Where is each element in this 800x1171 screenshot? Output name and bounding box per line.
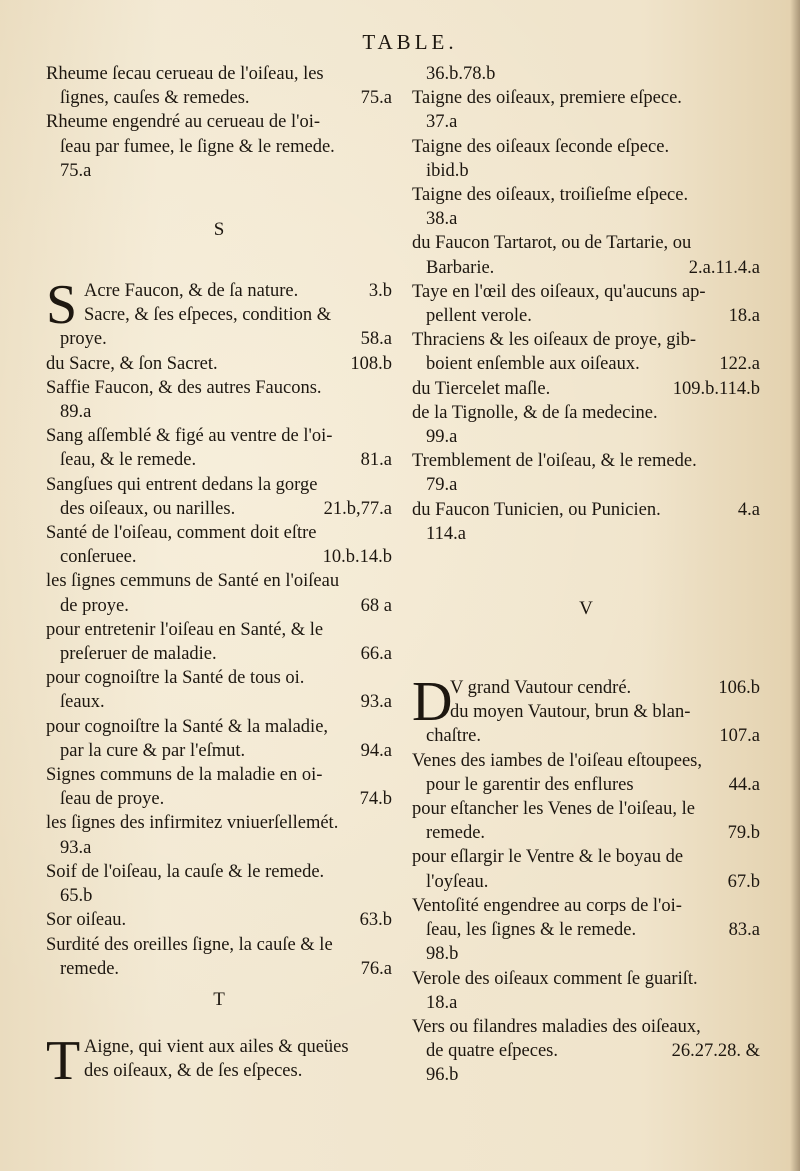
section-spacer (46, 1011, 392, 1035)
index-entry-dropcap (46, 274, 392, 352)
entry-line (46, 787, 392, 811)
entry-line (412, 401, 760, 425)
index-entry (412, 280, 760, 328)
entry-text: Rheume ſecau cerueau de l'oiſeau, les (46, 64, 324, 84)
entry-line (412, 110, 760, 134)
index-entry (412, 62, 760, 86)
entry-text: remede. (426, 823, 486, 844)
entry-text: 114.a (426, 523, 466, 544)
entry-line (412, 797, 760, 821)
entry-line (46, 666, 392, 690)
entry-text: ſeau, & le remede. (60, 450, 197, 471)
entry-text: Tremblement de l'oiſeau, & le remede. (412, 451, 697, 472)
entry-text: Ventoſité engendree au corps de l'oi- (412, 895, 682, 916)
page-reference: 75.a (360, 88, 392, 109)
entry-text: les ſignes cemmuns de Santé en l'oiſeau (46, 571, 340, 592)
index-entry (46, 473, 392, 521)
page-reference: 106.b (718, 678, 760, 699)
entry-line (46, 473, 392, 497)
entry-text: 89.a (60, 402, 92, 423)
entry-line (412, 870, 760, 894)
index-entry (46, 666, 392, 714)
index-entry (412, 135, 760, 183)
entry-text: conſeruee. (60, 547, 137, 568)
section-letter-heading: S (213, 219, 225, 241)
entry-line (46, 1035, 392, 1059)
entry-line (412, 377, 760, 401)
entry-line (412, 352, 760, 376)
entry-text: Taigne des oiſeaux, troiſieſme eſpece. (412, 185, 689, 206)
entry-line (412, 1039, 760, 1063)
entry-line (412, 425, 760, 449)
entry-text: du Sacre, & ſon Sacret. (46, 353, 218, 374)
entry-text: preſeruer de maladie. (60, 644, 217, 665)
index-entry (412, 231, 760, 279)
entry-line (46, 618, 392, 642)
entry-text: 99.a (426, 427, 458, 448)
entry-line (412, 724, 760, 748)
page-reference: 26.27.28. & (671, 1041, 760, 1062)
index-entry (46, 110, 392, 183)
entry-text: Venes des iambes de l'oiſeau eſtoupees, (412, 750, 702, 771)
page-reference: 63.b (359, 910, 392, 931)
entry-line (46, 400, 392, 424)
entry-text: Taigne des oiſeaux, premiere eſpece. (412, 88, 682, 109)
entry-text: Santé de l'oiſeau, comment doit eſtre (46, 523, 317, 544)
entry-line (46, 569, 392, 593)
page-reference: 79.b (727, 823, 760, 844)
entry-text: du moyen Vautour, brun & blan- (450, 702, 691, 723)
entry-line (412, 821, 760, 845)
page-reference: 21.b,77.a (323, 498, 392, 519)
entry-line (46, 135, 392, 159)
index-entry (412, 797, 760, 845)
entry-line (412, 449, 760, 473)
entry-line (412, 280, 760, 304)
entry-line (412, 749, 760, 773)
entry-line (412, 522, 760, 546)
index-entry (412, 845, 760, 893)
section-spacer (46, 241, 392, 279)
page-reference: 18.a (728, 306, 760, 327)
entry-text: pellent verole. (426, 306, 532, 327)
entry-line (412, 135, 760, 159)
entry-line (46, 86, 392, 110)
index-entry (46, 569, 392, 617)
entry-line (46, 884, 392, 908)
drop-capital: S (46, 274, 78, 337)
entry-text: 75.a (60, 160, 92, 181)
section-spacer (412, 546, 760, 598)
entry-line (46, 303, 392, 327)
entry-line (412, 183, 760, 207)
entry-text: pour cognoiſtre la Santé de tous oi. (46, 668, 305, 689)
page-reference: 108.b (350, 353, 392, 374)
entry-line (412, 894, 760, 918)
entry-text: Taigne des oiſeaux ſeconde eſpece. (412, 136, 670, 157)
entry-line (46, 327, 392, 351)
entry-line (46, 836, 392, 860)
page-reference: 68 a (360, 595, 392, 616)
entry-line (412, 473, 760, 497)
entry-text: l'oyſeau. (426, 871, 489, 892)
entry-line (412, 231, 760, 255)
page-reference: 10.b.14.b (322, 547, 392, 568)
entry-line (412, 967, 760, 991)
index-entry (46, 908, 392, 932)
entry-text: de la Tignolle, & de ſa medecine. (412, 402, 658, 423)
entry-line (412, 676, 760, 700)
entry-text: ſeaux. (60, 692, 105, 713)
entry-text: boient enſemble aux oiſeaux. (426, 354, 640, 375)
entry-line (46, 690, 392, 714)
entry-line (412, 845, 760, 869)
page-reference: 3.b (368, 281, 392, 302)
entry-line (46, 860, 392, 884)
entry-text: remede. (60, 958, 120, 979)
entry-line (46, 957, 392, 981)
entry-text: 65.b (60, 886, 93, 907)
entry-text: Sor oiſeau. (46, 910, 127, 931)
entry-text: ſeau de proye. (60, 789, 165, 810)
entry-text: pour cognoiſtre la Santé & la maladie, (46, 716, 329, 737)
entry-line (46, 110, 392, 134)
entry-line (412, 159, 760, 183)
entry-text: pour eſtancher les Venes de l'oiſeau, le (412, 799, 695, 820)
entry-text: 98.b (426, 944, 459, 965)
page-reference: 76.a (360, 958, 392, 979)
entry-line (412, 328, 760, 352)
entry-text: Sangſues qui entrent dedans la gorge (46, 474, 318, 495)
entry-line (412, 207, 760, 231)
entry-text: Saffie Faucon, & des autres Faucons. (46, 377, 322, 398)
entry-text: des oiſeaux, ou narilles. (60, 498, 236, 519)
entry-text: ſignes, cauſes & remedes. (60, 88, 250, 109)
entry-text: par la cure & par l'eſmut. (60, 740, 246, 761)
page-reference: 66.a (360, 644, 392, 665)
page-reference: 81.a (360, 450, 392, 471)
entry-line (46, 62, 392, 86)
index-entry (412, 749, 760, 797)
entry-line (46, 933, 392, 957)
entry-text: Barbarie. (426, 257, 495, 278)
entry-text: du Faucon Tunicien, ou Punicien. (412, 499, 661, 520)
entry-line (46, 1059, 392, 1083)
entry-text: 37.a (426, 112, 458, 133)
page-reference: 2.a.11.4.a (688, 257, 760, 278)
page-reference: 93.a (360, 692, 392, 713)
entry-line (46, 739, 392, 763)
entry-text: Soif de l'oiſeau, la cauſe & le remede. (46, 861, 325, 882)
entry-line (412, 256, 760, 280)
entry-line (412, 86, 760, 110)
entry-text: ſeau par fumee, le ſigne & le remede. (60, 136, 335, 157)
entry-text: des oiſeaux, & de ſes eſpeces. (84, 1061, 303, 1082)
entry-text: Aigne, qui vient aux ailes & queües (84, 1036, 349, 1057)
entry-line (46, 352, 392, 376)
entry-line (412, 918, 760, 942)
page-reference: 44.a (728, 774, 760, 795)
index-entry (412, 449, 760, 497)
index-entry (412, 1015, 760, 1088)
drop-capital: T (46, 1029, 81, 1092)
entry-line (46, 594, 392, 618)
drop-capital: D (412, 671, 453, 734)
entry-text: Vers ou filandres maladies des oiſeaux, (412, 1016, 701, 1037)
entry-text: 38.a (426, 209, 458, 230)
entry-text: 36.b.78.b (426, 64, 496, 84)
entry-line (46, 545, 392, 569)
entry-text: Sang aſſemblé & figé au ventre de l'oi- (46, 426, 333, 447)
right-column (412, 62, 760, 1088)
entry-line (46, 424, 392, 448)
index-entry (46, 352, 392, 376)
entry-line (412, 498, 760, 522)
entry-line (412, 304, 760, 328)
page-reference: 107.a (719, 726, 760, 747)
entry-line (46, 642, 392, 666)
running-head: TABLE. (362, 30, 458, 54)
entry-text: Taye en l'œil des oiſeaux, qu'aucuns ap- (412, 281, 706, 302)
entry-text: les ſignes des infirmitez vniuerſellemét. (46, 813, 339, 834)
index-entry (46, 424, 392, 472)
left-column (46, 62, 392, 1092)
entry-line (46, 497, 392, 521)
entry-text: ſeau, les ſignes & le remede. (426, 920, 637, 941)
entry-line (46, 376, 392, 400)
section-spacer (46, 981, 392, 989)
entry-text: 79.a (426, 475, 458, 496)
entry-line (46, 908, 392, 932)
index-entry (46, 763, 392, 811)
entry-text: Sacre, & ſes eſpeces, condition & (84, 305, 332, 326)
section-letter-heading: T (213, 988, 225, 1010)
entry-text: ibid.b (426, 160, 469, 181)
index-entry (46, 521, 392, 569)
page-reference: 109.b.114.b (672, 378, 760, 399)
index-entry (412, 498, 760, 546)
index-entry (46, 62, 392, 110)
entry-line (412, 1015, 760, 1039)
page-reference: 67.b (727, 871, 760, 892)
index-entry (46, 860, 392, 908)
entry-text: Verole des oiſeaux comment ſe guariſt. (412, 968, 698, 989)
index-entry (412, 183, 760, 231)
entry-line (412, 1063, 760, 1087)
entry-line (46, 448, 392, 472)
entry-line (412, 700, 760, 724)
page-spine-shadow (790, 0, 800, 1171)
index-entry (412, 377, 760, 401)
index-entry (46, 811, 392, 859)
entry-text: 93.a (60, 837, 92, 858)
entry-line (46, 279, 392, 303)
entry-text: du Tiercelet maſle. (412, 378, 551, 399)
index-entry (412, 86, 760, 134)
entry-line (412, 62, 760, 86)
entry-line (46, 715, 392, 739)
entry-line (46, 159, 392, 183)
entry-text: Signes communs de la maladie en oi- (46, 765, 323, 786)
entry-text: du Faucon Tartarot, ou de Tartarie, ou (412, 233, 692, 254)
index-entry-dropcap (46, 1029, 392, 1092)
index-entry (412, 894, 760, 967)
index-entry (412, 328, 760, 376)
section-letter-heading: V (579, 598, 593, 620)
index-entry-dropcap (412, 671, 760, 749)
entry-text: pour eſlargir le Ventre & le boyau de (412, 847, 684, 868)
entry-text: proye. (60, 329, 107, 350)
index-entry (46, 715, 392, 763)
index-entry (412, 401, 760, 449)
entry-text: Surdité des oreilles ſigne, la cauſe & le (46, 934, 333, 955)
entry-text: Rheume engendré au cerueau de l'oi- (46, 112, 321, 133)
index-entry (46, 376, 392, 424)
entry-line (46, 811, 392, 835)
entry-line (46, 763, 392, 787)
entry-line (46, 521, 392, 545)
entry-text: pour entretenir l'oiſeau en Santé, & le (46, 619, 324, 640)
page-reference: 94.a (360, 740, 392, 761)
entry-text: 18.a (426, 992, 458, 1013)
entry-text: de quatre eſpeces. (426, 1041, 558, 1062)
entry-line (412, 991, 760, 1015)
page-reference: 4.a (737, 499, 760, 520)
index-entry (412, 967, 760, 1015)
section-spacer (412, 620, 760, 676)
page-reference: 58.a (360, 329, 392, 350)
page-reference: 74.b (359, 789, 392, 810)
page-reference: 83.a (728, 920, 760, 941)
page-reference: 122.a (719, 354, 760, 375)
entry-text: V grand Vautour cendré. (450, 678, 632, 699)
index-entry (46, 618, 392, 666)
entry-text: 96.b (426, 1065, 459, 1086)
entry-line (412, 942, 760, 966)
entry-line (412, 773, 760, 797)
entry-text: chaſtre. (426, 726, 481, 747)
entry-text: pour le garentir des enflures (426, 774, 634, 795)
entry-text: de proye. (60, 595, 129, 616)
entry-text: Acre Faucon, & de ſa nature. (84, 281, 299, 302)
entry-text: Thraciens & les oiſeaux de proye, gib- (412, 330, 697, 351)
index-entry (46, 933, 392, 981)
section-spacer (46, 183, 392, 219)
